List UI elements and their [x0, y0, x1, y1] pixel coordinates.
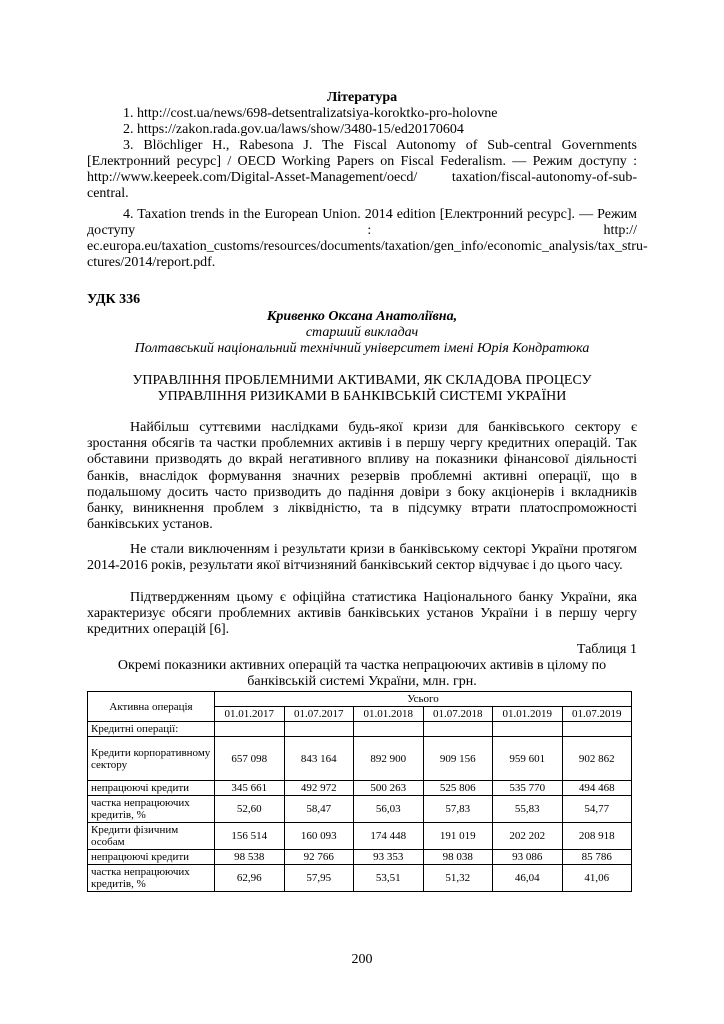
author-position: старший викладач — [305, 325, 419, 340]
table-cell: 959 601 — [493, 737, 563, 781]
table-section-label: Кредитні операції: — [88, 722, 215, 737]
table-cell: 54,77 — [562, 796, 632, 823]
page-number: 200 — [351, 952, 373, 967]
table-row — [88, 850, 632, 865]
table-cell: 500 263 — [354, 781, 424, 796]
table-cell: 93 353 — [354, 850, 424, 865]
reference-item-3: 3. Blöchliger H., Rabesona J. The Fiscal Autonomy of Sub-central Governments [Електронний ресурс] / OECD Working Papers on Fiscal Federalism. — Режим доступу : http://www.keepeek.com/Digital-Asset-Management/oecd/ taxation/fiscal-autonomy-of-sub-central. — [87, 138, 637, 201]
table-section-row — [88, 722, 632, 737]
table-cell: 174 448 — [354, 823, 424, 850]
table-cell: 98 038 — [423, 850, 493, 865]
table-row — [88, 823, 632, 850]
table-cell: 843 164 — [284, 737, 354, 781]
table-cell: 92 766 — [284, 850, 354, 865]
table-cell: 85 786 — [562, 850, 632, 865]
udk-code: УДК 336 — [87, 292, 141, 307]
table-cell: 902 862 — [562, 737, 632, 781]
table-row — [88, 796, 632, 823]
table-row-label: частка непрацюючих кредитів, % — [88, 796, 215, 823]
table-header-total: Усього — [215, 692, 632, 707]
table-header-date: 01.01.2019 — [493, 707, 563, 722]
table-cell: 56,03 — [354, 796, 424, 823]
article-title: УПРАВЛІННЯ ПРОБЛЕМНИМИ АКТИВАМИ, ЯК СКЛАДОВА ПРОЦЕСУ УПРАВЛІННЯ РИЗИКАМИ В БАНКІВСЬКІЙ СИСТЕМІ УКРАЇНИ — [132, 373, 592, 404]
table-cell: 62,96 — [215, 865, 285, 892]
table-row — [88, 737, 632, 781]
reference-item-4: 4. Taxation trends in the European Union. 2014 edition [Електронний ресурс]. — Режим доступу : http:// ec.europa.eu/taxation_customs/resources/documents/taxation/gen_info/economic_analysis/tax_stru-ctures/2014/report.pdf. — [87, 207, 648, 270]
table-cell: 208 918 — [562, 823, 632, 850]
table-cell: 535 770 — [493, 781, 563, 796]
table-cell: 53,51 — [354, 865, 424, 892]
table-label: Таблиця 1 — [576, 642, 637, 657]
table-header-date: 01.07.2017 — [284, 707, 354, 722]
table-caption: Окремі показники активних операцій та частка непрацюючих активів в цілому по банківській системі України, млн. грн. — [117, 658, 607, 689]
paragraph-3: Підтвердженням цьому є офіційна статистика Національного банку України, яка характеризує обсяги проблемних активів банківських установ України і в першу чергу кредитних операцій [6]. — [87, 590, 637, 638]
table-row — [88, 865, 632, 892]
table-header-date: 01.07.2018 — [423, 707, 493, 722]
table-row-label: непрацюючі кредити — [88, 850, 215, 865]
table-cell: 345 661 — [215, 781, 285, 796]
table-cell: 892 900 — [354, 737, 424, 781]
reference-item-1: 1. http://cost.ua/news/698-detsentralizatsiya-koroktko-pro-holovne — [123, 106, 498, 121]
table-cell: 55,83 — [493, 796, 563, 823]
table-row-label: непрацюючі кредити — [88, 781, 215, 796]
table-cell: 93 086 — [493, 850, 563, 865]
table-row-label: Кредити фізичним особам — [88, 823, 215, 850]
table-header-date: 01.01.2017 — [215, 707, 285, 722]
table-cell: 51,32 — [423, 865, 493, 892]
table-header-date: 01.07.2019 — [562, 707, 632, 722]
table-cell: 525 806 — [423, 781, 493, 796]
table-row-label: Кредити корпоративному сектору — [88, 737, 215, 781]
table-cell: 492 972 — [284, 781, 354, 796]
author-affiliation: Полтавський національний технічний університет імені Юрія Кондратюка — [134, 341, 590, 356]
table-cell: 202 202 — [493, 823, 563, 850]
table-cell: 41,06 — [562, 865, 632, 892]
paragraph-1: Найбільш суттєвими наслідками будь-якої кризи для банківського сектору є зростання обсягів та частки проблемних активів і в першу чергу кредитних операцій. Так обставини призводять до вкрай негативного впливу на показники фінансової діяльності банків, внаслідок формування значних резервів проблемні активні операції, що в подальшому досить часто призводить до падіння довіри з боку акціонерів і вкладників банку, виникнення проблем з ліквідністю, та в підсумку втрати платоспроможності банківських установ. — [87, 420, 637, 533]
reference-item-2: 2. https://zakon.rada.gov.ua/laws/show/3480-15/ed20170604 — [123, 122, 464, 137]
table-cell: 156 514 — [215, 823, 285, 850]
references-heading: Література — [326, 90, 398, 105]
table-cell: 98 538 — [215, 850, 285, 865]
table-cell: 52,60 — [215, 796, 285, 823]
table-cell: 57,95 — [284, 865, 354, 892]
table-row-label: частка непрацюючих кредитів, % — [88, 865, 215, 892]
indicators-table — [87, 691, 632, 892]
table-cell: 46,04 — [493, 865, 563, 892]
table-cell: 57,83 — [423, 796, 493, 823]
paragraph-2: Не стали виключенням і результати кризи в банківському секторі України протягом 2014-2016 років, результати якої вітчизняний банківський сектор відчуває і до цього часу. — [87, 542, 637, 574]
table-cell: 191 019 — [423, 823, 493, 850]
table-cell: 160 093 — [284, 823, 354, 850]
table-cell: 909 156 — [423, 737, 493, 781]
author-name: Кривенко Оксана Анатоліївна, — [266, 309, 458, 324]
table-header-operation: Активна операція — [88, 692, 215, 722]
table-row — [88, 781, 632, 796]
table-cell: 494 468 — [562, 781, 632, 796]
table-header-date: 01.01.2018 — [354, 707, 424, 722]
table-cell: 58,47 — [284, 796, 354, 823]
table-cell: 657 098 — [215, 737, 285, 781]
